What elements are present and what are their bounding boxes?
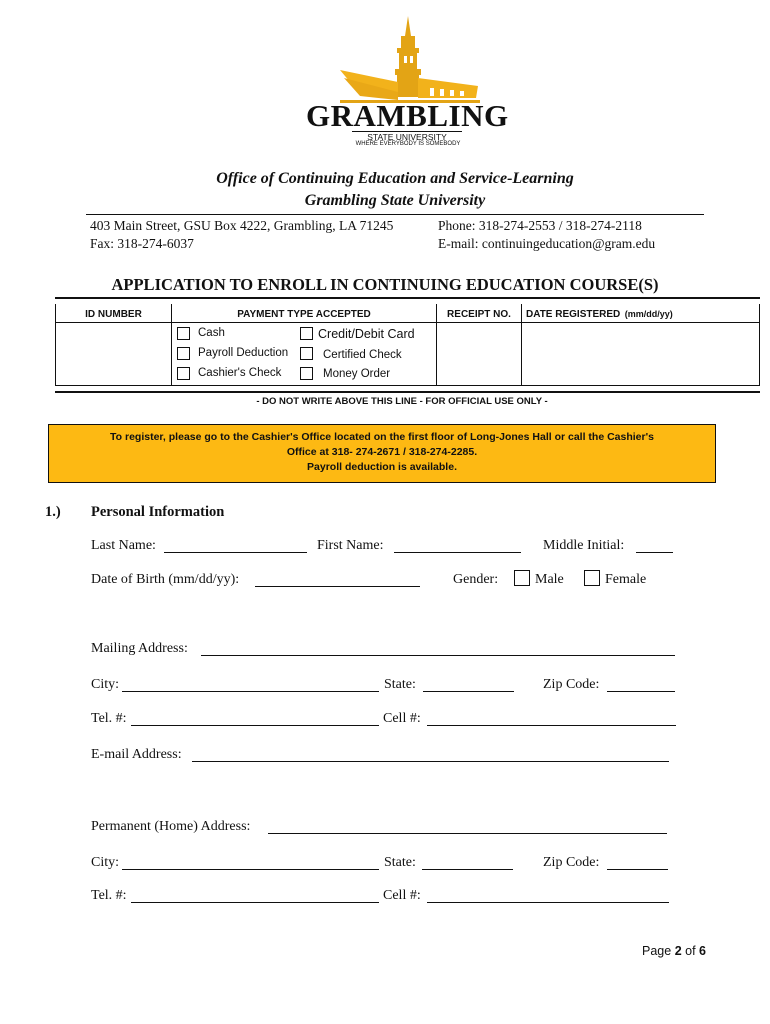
receipt-no-header: RECEIPT NO. xyxy=(437,304,522,323)
mailing-address-field[interactable] xyxy=(201,639,675,656)
page-prefix: Page xyxy=(642,944,672,958)
permanent-address-label: Permanent (Home) Address: xyxy=(91,819,251,834)
university-name: Grambling State University xyxy=(304,192,486,209)
first-name-label: First Name: xyxy=(317,538,384,553)
mailing-city-field[interactable] xyxy=(122,675,379,692)
permanent-state-label: State: xyxy=(384,855,416,870)
office-address: 403 Main Street, GSU Box 4222, Grambling, LA 71245 xyxy=(90,218,394,233)
female-label: Female xyxy=(605,572,647,587)
date-registered-header: DATE REGISTERED (mm/dd/yy) xyxy=(522,304,760,323)
permanent-cell-field[interactable] xyxy=(427,886,669,903)
id-number-cell[interactable] xyxy=(56,323,172,386)
office-phone: Phone: 318-274-2553 / 318-274-2118 xyxy=(438,218,642,233)
cashiers-check-label: Cashier's Check xyxy=(198,367,282,379)
permanent-address-field[interactable] xyxy=(268,817,667,834)
page-current: 2 xyxy=(674,944,682,958)
mailing-cell-label: Cell #: xyxy=(383,711,421,726)
title-rule xyxy=(55,297,760,299)
payroll-checkbox[interactable] xyxy=(177,347,190,360)
logo-subtitle: STATE UNIVERSITY xyxy=(352,131,462,142)
mailing-state-label: State: xyxy=(384,677,416,692)
mailing-tel-label: Tel. #: xyxy=(91,711,127,726)
email-field[interactable] xyxy=(192,745,669,762)
permanent-zip-field[interactable] xyxy=(607,853,668,870)
page-total: 6 xyxy=(699,944,706,958)
mailing-zip-label: Zip Code: xyxy=(543,677,600,692)
mailing-zip-field[interactable] xyxy=(607,675,675,692)
official-rule xyxy=(55,391,760,393)
date-registered-cell[interactable] xyxy=(522,323,760,386)
dob-label: Date of Birth (mm/dd/yy): xyxy=(91,572,240,587)
office-name: Office of Continuing Education and Service-Learning xyxy=(216,170,574,187)
last-name-label: Last Name: xyxy=(91,538,156,553)
payment-type-header: PAYMENT TYPE ACCEPTED xyxy=(172,304,437,323)
middle-initial-label: Middle Initial: xyxy=(543,538,625,553)
credit-card-checkbox[interactable] xyxy=(300,327,313,340)
female-checkbox[interactable] xyxy=(584,570,600,586)
logo-motto: WHERE EVERYBODY IS SOMEBODY xyxy=(355,141,461,147)
registration-line-2: Office at 318- 274-2671 / 318-274-2285. xyxy=(286,446,478,458)
credit-card-label: Credit/Debit Card xyxy=(318,327,415,341)
receipt-no-cell[interactable] xyxy=(437,323,522,386)
mailing-state-field[interactable] xyxy=(423,675,514,692)
cashiers-check-checkbox[interactable] xyxy=(177,367,190,380)
permanent-city-field[interactable] xyxy=(122,853,379,870)
mailing-address-label: Mailing Address: xyxy=(91,641,188,656)
permanent-zip-label: Zip Code: xyxy=(543,855,600,870)
logo-wordmark: GRAMBLING xyxy=(306,98,509,133)
section-number: 1.) xyxy=(45,504,61,520)
registration-notice-box xyxy=(48,424,716,483)
last-name-field[interactable] xyxy=(164,536,307,553)
male-checkbox[interactable] xyxy=(514,570,530,586)
cash-label: Cash xyxy=(198,327,225,339)
university-logo xyxy=(300,12,509,147)
permanent-tel-label: Tel. #: xyxy=(91,888,127,903)
header-rule xyxy=(86,214,704,215)
gender-label: Gender: xyxy=(453,572,499,587)
certified-check-checkbox[interactable] xyxy=(300,347,313,360)
office-fax: Fax: 318-274-6037 xyxy=(90,236,194,251)
male-label: Male xyxy=(535,572,564,587)
certified-check-label: Certified Check xyxy=(323,349,402,361)
email-label: E-mail Address: xyxy=(91,747,182,762)
mailing-city-label: City: xyxy=(91,677,120,692)
form-title: APPLICATION TO ENROLL IN CONTINUING EDUCATION COURSE(S) xyxy=(111,275,659,294)
permanent-state-field[interactable] xyxy=(422,853,513,870)
mailing-tel-field[interactable] xyxy=(131,709,379,726)
registration-line-3: Payroll deduction is available. xyxy=(307,461,457,473)
first-name-field[interactable] xyxy=(394,536,521,553)
official-use-notice: - DO NOT WRITE ABOVE THIS LINE - FOR OFFICIAL USE ONLY - xyxy=(256,396,548,407)
middle-initial-field[interactable] xyxy=(636,536,673,553)
cash-checkbox[interactable] xyxy=(177,327,190,340)
mailing-cell-field[interactable] xyxy=(427,709,676,726)
page-number xyxy=(642,944,706,958)
office-email: E-mail: continuingeducation@gram.edu xyxy=(438,236,656,251)
money-order-label: Money Order xyxy=(323,368,391,380)
dob-field[interactable] xyxy=(255,570,420,587)
official-use-table xyxy=(55,304,760,386)
page-of: of xyxy=(685,944,696,958)
id-number-header: ID NUMBER xyxy=(56,304,172,323)
bell-tower-icon xyxy=(300,12,495,107)
permanent-cell-label: Cell #: xyxy=(383,888,421,903)
registration-line-1: To register, please go to the Cashier's Office located on the first floor of Long-Jones Hall or call the Cashier's xyxy=(110,431,654,443)
permanent-city-label: City: xyxy=(91,855,120,870)
money-order-checkbox[interactable] xyxy=(300,367,313,380)
section-title: Personal Information xyxy=(91,504,225,520)
permanent-tel-field[interactable] xyxy=(131,886,379,903)
payroll-label: Payroll Deduction xyxy=(198,347,289,359)
